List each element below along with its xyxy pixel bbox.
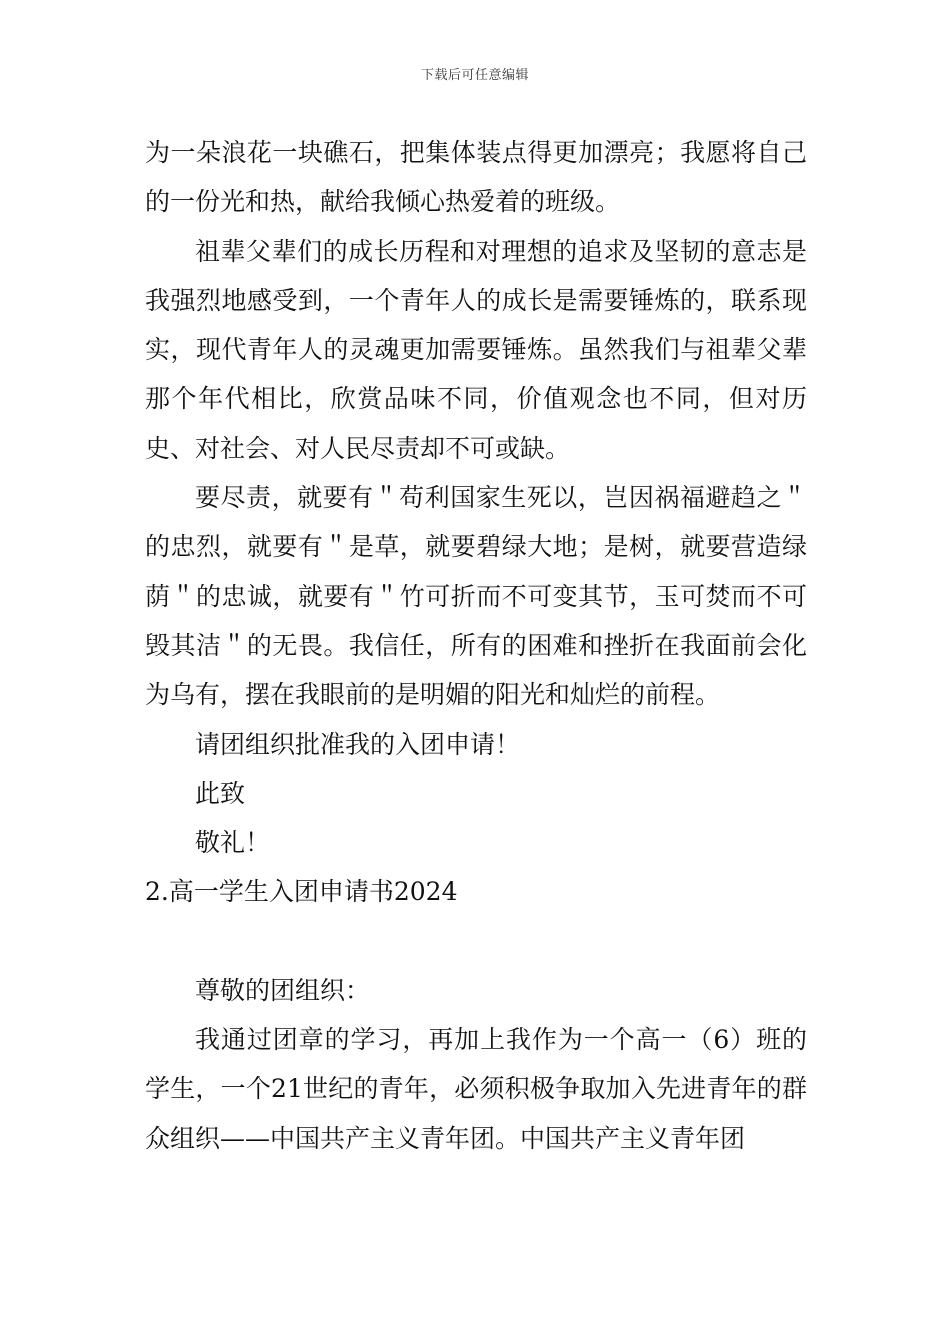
closing-regards: 敬礼！ (195, 828, 271, 858)
paragraph: 祖辈父辈们的成长历程和对理想的追求及坚韧的意志是我强烈地感受到，一个青年人的成长是需要锤炼的，联系现实，现代青年人的灵魂更加需要锤炼。虽然我们与祖辈父辈那个年代相比，欣赏品味不同，价值观念也不同，但对历史、对社会、对人民尽责却不可或缺。 (145, 236, 807, 463)
paragraph: 要尽责，就要有＂苟利国家生死以，岂因祸福避趋之＂的忠烈，就要有＂是草，就要碧绿大地；是树，就要营造绿荫＂的忠诚，就要有＂竹可折而不可变其节，玉可焚而不可毁其洁＂的无畏。我信任，所有的困难和挫折在我面前会化为乌有，摆在我眼前的是明媚的阳光和灿烂的前程。 (145, 483, 807, 710)
paragraph-continuation: 为一朵浪花一块礁石，把集体装点得更加漂亮；我愿将自己的一份光和热，献给我倾心热爱着的班级。 (145, 138, 807, 217)
closing-salute: 此致 (195, 778, 246, 808)
salutation: 尊敬的团组织： (195, 975, 371, 1005)
closing-request: 请团组织批准我的入团申请！ (195, 729, 521, 759)
section-title: 2.高一学生入团申请书2024 (145, 877, 458, 907)
paragraph: 我通过团章的学习，再加上我作为一个高一（6）班的学生，一个21世纪的青年，必须积极争取加入先进青年的群众组织——中国共产主义青年团。中国共产主义青年团 (145, 1025, 807, 1153)
blank-line (145, 917, 807, 966)
document-body (145, 128, 807, 1163)
page-header: 下载后可任意编辑 (420, 68, 529, 83)
